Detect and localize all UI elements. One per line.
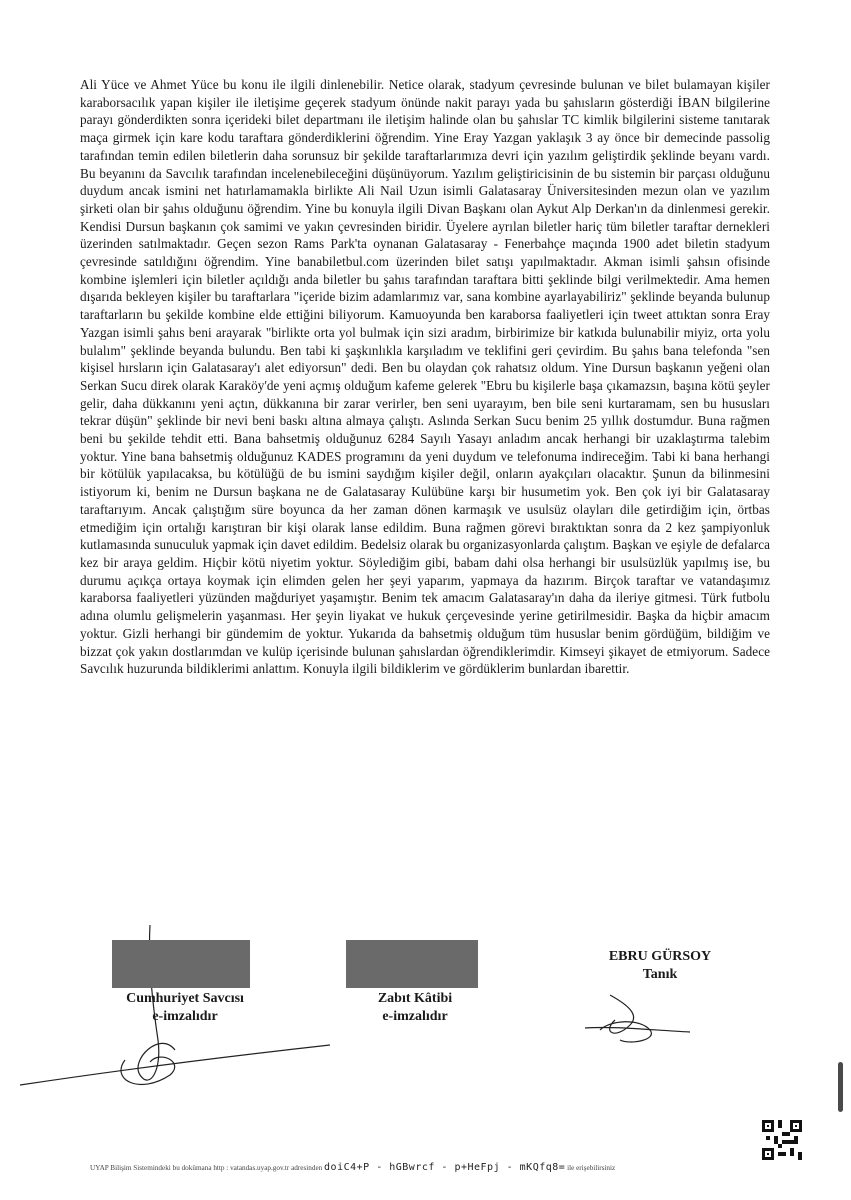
footer-prefix: UYAP Bilişim Sistemindeki bu dokümana http : vatandas.uyap.gov.tr adresinden — [90, 1164, 323, 1172]
footer-suffix: ile erişebilirsiniz — [567, 1164, 616, 1172]
qr-code-icon — [762, 1120, 802, 1160]
footer-verification-code: doiC4+P - hGBwrcf - p+HeFpj - mKQfq8= — [324, 1162, 566, 1173]
witness-role: Tanık — [642, 967, 678, 982]
clerk-title: Zabıt Kâtibi — [377, 991, 453, 1006]
clerk-signature-block — [345, 990, 485, 1026]
prosecutor-title: Cumhuriyet Savcısı — [126, 991, 244, 1006]
clerk-signature-redaction — [346, 940, 478, 988]
clerk-esign-status: e-imzalıdır — [382, 1009, 448, 1024]
prosecutor-signature-redaction — [112, 940, 250, 988]
prosecutor-esign-status: e-imzalıdır — [152, 1009, 218, 1024]
viewer-scrollbar[interactable] — [838, 1062, 843, 1112]
statement-paragraph: Ali Yüce ve Ahmet Yüce bu konu ile ilgili dinlenebilir. Netice olarak, stadyum çevresinde bulunan ve bilet bulamayan kişiler karaborsacılık yapan kişiler ile iletişime geçerek stadyum önünde nakit parayı yada bu şahısların gösterdiği İBAN bilgilerine parayı gönderdikten sonra içerideki bilet departmanı ile iletişim halinde olan bu şahıslar TC kimlik bilgilerini sisteme tanıtarak maça girmek için kare kodu taraftara gönderdiklerini öğrendim. Yine Eray Yazgan yaklaşık 3 ay önce bir demecinde passolig tarafından temin edilen biletlerin daha sorunsuz bir şekilde taraftarlarımıza devri için yazılım geliştirdik şeklinde beyanı vardı. Bu beyanını da Savcılık tarafından incelenebileceğini düşünüyorum. Yazılım geliştiricisinin de bu sistemin bir parçası olduğunu duydum ancak ismini net hatırlamamakla birlikte Ali Nail Uzun isimli Galatasaray Üniversitesinden mezun olan ve yazılım şirketi olan bir şahıs olduğunu öğrendim. Yine bu konuyla ilgili Divan Başkanı olan Aykut Alp Derkan'ın da dinlenmesi gerekir. Kendisi Dursun başkanın çok samimi ve yakın çevresinden biridir. Üyelere ayrılan biletler hariç tüm biletler taraftar dernekleri üzerinden satılmaktadır. Geçen sezon Rams Park'ta oynanan Galatasaray - Fenerbahçe maçında 1900 adet biletin stadyum çevresinde satıldığını öğrendim. Yine banabiletbul.com üzerinden bilet satışı yapılmaktadır. Akman isimli şahsın ofisinde kombine işlemleri için biletler açıldığı anda biletler bu şahıs tarafından taraftara bitti şeklinde bilgi verilmektedir. Ama hemen dışarıda bekleyen kişiler bu taraftarlara "içeride bizim adamlarımız var, sana kombine ayarlayabiliriz" şeklinde beyanda bulunup taraftarların bu şekilde kombine elde ettiğini biliyorum. Kamuoyunda ben karaborsa faaliyetleri için tweet attıktan sonra Eray Yazgan isimli şahıs beni arayarak "birlikte orta yol bulmak için sizi aradım, birbirimize bir katkıda bulunabilir miyiz, orta yolu bulalım" şeklinde beyanda bulundu. Ben tabi ki şaşkınlıkla karşıladım ve teklifini geri çevirdim. Bu şahıs bana telefonda "sen kişisel hırsların için Galatasaray'ı alet ediyorsun" dedi. Ben bu olaydan çok rahatsız oldum. Yine Dursun başkanın yeğeni olan Serkan Sucu direk olarak Karaköy'de yeni açmış olduğum kafeme gelerek "Ebru bu kişilerle başa çıkamazsın, başına kötü şeyler gelir, daha dükkanını yeni açtın, dükkanına bir zarar verirler, ben seni uyarayım, ben bile seni kurtaramam, sen bu hususları tekrar düşün" şeklinde bir nevi beni baskı altına almaya çalıştı. Aslında Serkan Sucu benim 25 yıllık dostumdur. Buna rağmen beni bu şekilde tehdit etti. Bana bahsetmiş olduğunuz 6284 Sayılı Yasayı anladım ancak herhangi bir uzaklaştırma talebim yoktur. Yine bana bahsetmiş olduğunuz KADES programını da yeni duydum ve telefonuma indireceğim. Tabi ki bana herhangi bir kötülük yapılacaksa, bu kötülüğü de bu ismini saydığım kişiler değil, onların ayakçıları olacaktır. Şunun da bilinmesini istiyorum ki, benim ne Dursun başkana ne de Galatasaray Kulübüne karşı bir husumetim yok. Ben çok iyi bir Galatasaray taraftarıyım. Ancak çalıştığım süre boyunca da her zaman dönen karmaşık ve usulsüz olayları dile getirdiğim için, örtbas etmediğim için ortalığı karıştıran bir kişi olarak lanse edildim. Buna rağmen görevi bıraktıktan sonra da 2 kez şampiyonluk kutlamasında sunuculuk yapmak için davet edildim. Bedelsiz olarak bu organizasyonlarda çalıştım. Başkan ve eşiyle de defalarca kez bir araya geldim. Hiçbir kötü niyetim yoktur. Söylediğim gibi, babam dahi olsa herhangi bir usulsüzlük yapılmış ise, bu durumu açıkça ortaya koymak için elimden gelen her şeyi yaparım, yapmaya da hazırım. Birçok taraftar ve vatandaşımız karaborsa faaliyetleri yüzünden mağduriyet yaşamıştır. Benim tek amacım Galatasaray'ın daha da ileriye gitmesi. Türk futbolu adına olumlu gelişmelerin yaşanması. Her şeyin liyakat ve hukuk çerçevesinde yerine getirilmesidir. Başka da hiçbir amacım yoktur. Gizli herhangi bir gündemim de yoktur. Yukarıda da bahsetmiş olduğum tüm hususlar benim gördüğüm, bildiğim ve bizzat çok yakın dostlarımdan ve kulüp içerisinde bulunan şahıslardan öğrendiklerimdir. Kimseyi şikayet de etmiyorum. Sadece Savcılık huzurunda bildiklerimi anlattım. Konuyla ilgili bildiklerim ve gördüklerim bunlardan ibarettir. — [80, 77, 770, 677]
prosecutor-signature-block — [110, 990, 260, 1026]
witness-signature-block — [585, 948, 735, 984]
uyap-footer — [90, 1162, 790, 1173]
witness-name: EBRU GÜRSOY — [608, 949, 712, 964]
witness-signature-scribble — [585, 995, 690, 1042]
